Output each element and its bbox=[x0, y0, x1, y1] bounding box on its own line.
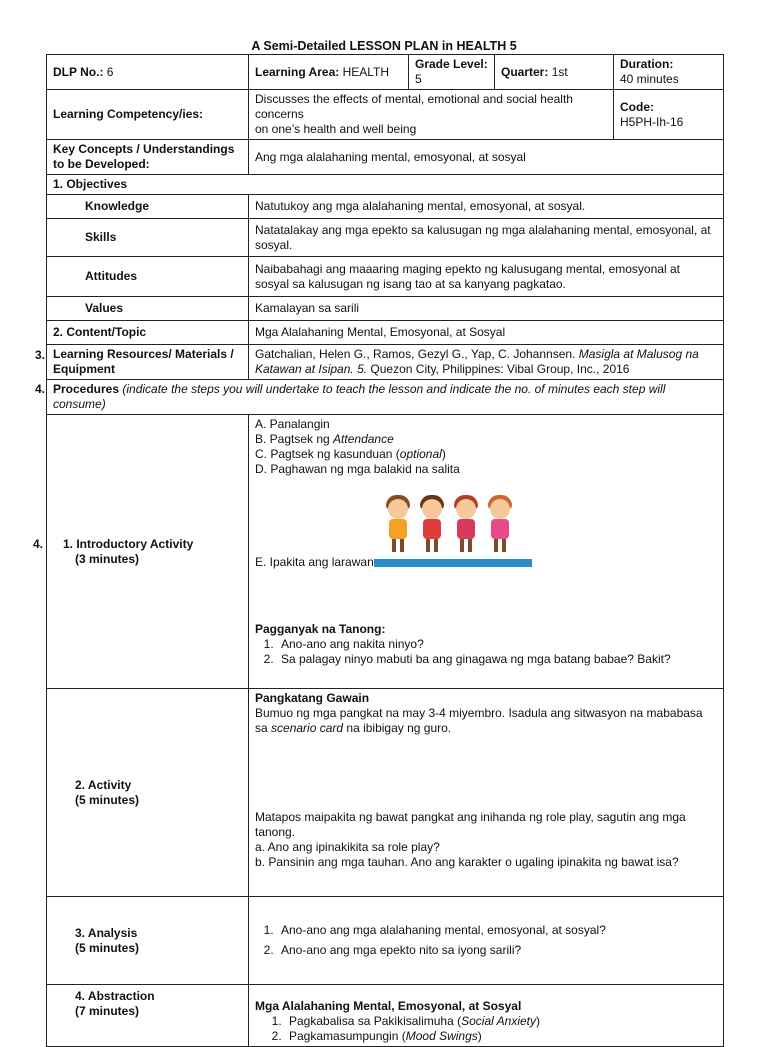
key-concepts-label: Key Concepts / Understandings to be Developed: bbox=[47, 140, 249, 175]
knowledge-label: Knowledge bbox=[47, 195, 249, 219]
abstraction-label: 4. Abstraction (7 minutes) bbox=[47, 985, 249, 1047]
image-caption-bar bbox=[374, 559, 532, 567]
analysis-content bbox=[249, 897, 724, 985]
list-item: 1. Ano-ano ang mga alalahaning mental, emosyonal, at sosyal? bbox=[277, 923, 717, 938]
grade-level-cell: Grade Level: 5 bbox=[409, 55, 495, 90]
activity-content: Pangkatang Gawain Bumuo ng mga pangkat na may 3-4 miyembro. Isadula ang sitwasyon na mababasa sa scenario card na ibibigay ng guro. Matapos maipakita ng bawat pangkat ang inihanda ng role play, sagutin ang mga tanong. a. Ano ang ipinakikita sa role play? b. Pansinin ang mga tauhan. Ano ang karakter o ugaling ipinakita ng bawat isa? bbox=[249, 689, 724, 897]
dlp-cell: DLP No.: 6 bbox=[47, 55, 249, 90]
list-item: 2. Ano-ano ang mga epekto nito sa iyong sarili? bbox=[277, 943, 717, 958]
content-label: 2. Content/Topic bbox=[47, 321, 249, 345]
resources-row bbox=[47, 345, 724, 380]
attitudes-label: Attitudes bbox=[47, 257, 249, 297]
children-illustration bbox=[383, 491, 717, 553]
code-cell: Code: H5PH-Ih-16 bbox=[614, 90, 724, 140]
knowledge-row bbox=[47, 195, 724, 219]
child-figure bbox=[417, 495, 447, 553]
list-item: 1. Ano-ano ang nakita ninyo? bbox=[277, 637, 717, 652]
procedures-heading: 4. Procedures (indicate the steps you will undertake to teach the lesson and indicate the no. of minutes each step will consume) bbox=[47, 380, 724, 415]
abstraction-row bbox=[47, 985, 724, 1047]
values-row bbox=[47, 297, 724, 321]
skills-row bbox=[47, 219, 724, 257]
objectives-heading: 1. Objectives bbox=[47, 175, 724, 195]
procedures-number: 4. bbox=[35, 382, 46, 396]
competency-label: Learning Competency/ies: bbox=[47, 90, 249, 140]
content-value: Mga Alalahaning Mental, Emosyonal, at Sosyal bbox=[249, 321, 724, 345]
skills-label: Skills bbox=[47, 219, 249, 257]
activity-row bbox=[47, 689, 724, 897]
resources-label: 3. Learning Resources/ Materials / Equipment bbox=[47, 345, 249, 380]
resources-number: 3. bbox=[35, 348, 46, 362]
analysis-label: 3. Analysis (5 minutes) bbox=[47, 897, 249, 985]
child-figure bbox=[485, 495, 515, 553]
child-figure bbox=[383, 495, 413, 553]
list-item: 2. Sa palagay ninyo mabuti ba ang ginagawa ng mga batang babae? Bakit? bbox=[277, 652, 717, 667]
child-figure bbox=[451, 495, 481, 553]
learning-area-cell: Learning Area: HEALTH bbox=[249, 55, 409, 90]
skills-value: Natatalakay ang mga epekto sa kalusugan ng mga alalahaning mental, emosyonal, at sosyal. bbox=[249, 219, 724, 257]
intro-label: 4. 1. Introductory Activity (3 minutes) bbox=[47, 415, 249, 689]
key-concepts-row bbox=[47, 140, 724, 175]
lesson-plan-table bbox=[33, 54, 724, 1047]
intro-outer-number: 4. bbox=[33, 537, 44, 551]
quarter-cell: Quarter: 1st bbox=[495, 55, 614, 90]
analysis-row bbox=[47, 897, 724, 985]
motivation-title: Pagganyak na Tanong: bbox=[255, 622, 386, 636]
activity-label: 2. Activity (5 minutes) bbox=[47, 689, 249, 897]
key-concepts-value: Ang mga alalahaning mental, emosyonal, at sosyal bbox=[249, 140, 724, 175]
header-row bbox=[47, 55, 724, 90]
abstraction-content: Mga Alalahaning Mental, Emosyonal, at Sosyal 1. Pagkabalisa sa Pakikisalimuha (Social Anxiety) 2. Pagkamasumpungin (Mood Swings) bbox=[249, 985, 724, 1047]
intro-content: A. Panalangin B. Pagtsek ng Attendance C. Pagtsek ng kasunduan (optional) D. Paghawan ng mga balakid na salita E. Ipakita ang larawan Pagganyak na Tanong: 1. Ano-ano ang nakita ninyo? 2. Sa palagay ninyo mabuti ba ang ginagawa ng mga batang babae? Bakit? bbox=[249, 415, 724, 689]
knowledge-value: Natutukoy ang mga alalahaning mental, emosyonal, at sosyal. bbox=[249, 195, 724, 219]
competency-value: Discusses the effects of mental, emotional and social health concerns on one’s health and well being bbox=[249, 90, 614, 140]
attitudes-value: Naibabahagi ang maaaring maging epekto ng kalusugang mental, emosyonal at sosyal sa kalusugan ng isang tao at sa kanyang pagkatao. bbox=[249, 257, 724, 297]
values-value: Kamalayan sa sarili bbox=[249, 297, 724, 321]
duration-cell: Duration: 40 minutes bbox=[614, 55, 724, 90]
analysis-list bbox=[255, 923, 717, 958]
intro-row bbox=[47, 415, 724, 689]
procedures-row bbox=[47, 380, 724, 415]
document-title: A Semi-Detailed LESSON PLAN in HEALTH 5 bbox=[251, 39, 517, 53]
list-item: 2. Pagkamasumpungin (Mood Swings) bbox=[285, 1029, 717, 1044]
competency-row bbox=[47, 90, 724, 140]
content-row bbox=[47, 321, 724, 345]
show-picture-text: E. Ipakita ang larawan bbox=[255, 555, 374, 569]
resources-value: Gatchalian, Helen G., Ramos, Gezyl G., Yap, C. Johannsen. Masigla at Malusog na Katawan at Isipan. 5. Quezon City, Philippines: Vibal Group, Inc., 2016 bbox=[249, 345, 724, 380]
list-item: 1. Pagkabalisa sa Pakikisalimuha (Social Anxiety) bbox=[285, 1014, 717, 1029]
motivation-list bbox=[255, 637, 717, 667]
values-label: Values bbox=[47, 297, 249, 321]
abstraction-list bbox=[255, 1014, 717, 1044]
objectives-heading-row bbox=[47, 175, 724, 195]
attitudes-row bbox=[47, 257, 724, 297]
